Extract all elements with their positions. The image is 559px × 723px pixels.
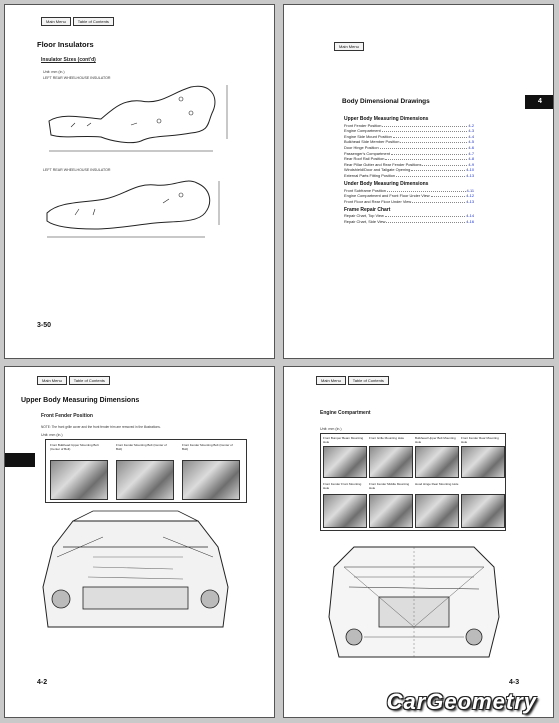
toc-item[interactable]: Door Hinge Position 4-6 <box>344 144 474 150</box>
insulator-b-drawing <box>35 173 235 243</box>
toc-item[interactable]: Rear Pillar Gutter and Rear Fender Positions 4-9 <box>344 161 474 167</box>
photo-hood-hinge-hole <box>415 494 459 528</box>
photo-caption: Front Fender Middle Mounting Hole <box>369 482 410 490</box>
photo-caption: Front Grille Mounting Hole <box>369 436 405 440</box>
section-subtitle: Front Fender Position <box>41 413 93 419</box>
photo-fender-rear-hole <box>461 446 505 478</box>
toc-item[interactable]: Rear Roof Rail Position 4-8 <box>344 156 474 162</box>
insulator-a-drawing <box>41 79 241 159</box>
toc-item[interactable]: Repair Chart, Side View 4-16 <box>344 218 474 224</box>
page-number: 4-2 <box>37 679 48 686</box>
section-tab[interactable] <box>5 453 35 467</box>
units-label: Unit: mm (in.) <box>320 427 342 431</box>
photo-grille-hole <box>369 446 413 478</box>
section-tab[interactable]: 4 <box>525 95 554 109</box>
photo-caption: Front Bumper Beam Mounting Hole <box>323 436 364 444</box>
watermark-logo: CarGeometry <box>386 689 537 714</box>
photo-fender-front-hole <box>323 494 367 528</box>
main-menu-button[interactable]: Main Menu <box>41 17 71 26</box>
engine-compartment-illustration <box>324 537 504 667</box>
manual-page-4-2 <box>4 366 275 718</box>
table-of-contents-button[interactable]: Table of Contents <box>69 376 110 385</box>
page-number: 4-3 <box>509 679 520 686</box>
main-menu-button[interactable]: Main Menu <box>316 376 346 385</box>
page-nav <box>334 42 364 51</box>
main-menu-button[interactable]: Main Menu <box>334 42 364 51</box>
photo-caption: Front Bulkhead Upper Mounting Bolt (Center of Bolt) <box>50 443 99 451</box>
table-of-contents-button[interactable]: Table of Contents <box>73 17 114 26</box>
toc-item[interactable]: Engine Side Mount Position 4-4 <box>344 133 474 139</box>
insulator-a-label: LEFT REAR WHEELHOUSE INSULATOR <box>43 76 111 80</box>
page-number: 3-50 <box>37 322 52 329</box>
toc-section-under-body: Under Body Measuring Dimensions <box>344 180 429 187</box>
photo-caption: Bulkhead Upper Bolt Mounting Hole <box>415 436 456 444</box>
page-title: Body Dimensional Drawings <box>342 98 430 105</box>
table-of-contents-button[interactable]: Table of Contents <box>348 376 389 385</box>
photo-fender-bolt-1 <box>116 460 174 500</box>
photo-caption: Front Fender Front Mounting Hole <box>323 482 362 490</box>
toc-section-upper-body: Upper Body Measuring Dimensions <box>344 116 429 122</box>
toc-item[interactable]: Front Subframe Position 4-11 <box>344 187 474 193</box>
section-subtitle: Insulator Sizes (cont'd) <box>41 57 96 63</box>
page-nav <box>37 376 110 385</box>
page-title: Floor Insulators <box>37 40 94 49</box>
table-of-contents <box>344 113 474 224</box>
car-front-illustration <box>33 507 238 637</box>
units-label: Unit: mm (in.) <box>41 433 63 437</box>
page-nav <box>316 376 389 385</box>
main-menu-button[interactable]: Main Menu <box>37 376 67 385</box>
page-title: Upper Body Measuring Dimensions <box>21 397 140 404</box>
toc-section-frame-repair: Frame Repair Chart <box>344 206 391 213</box>
photo-caption: Hood Hinge Rear Mounting Hole <box>415 482 459 486</box>
page-title: Engine Compartment <box>320 410 371 416</box>
photo-bumper-beam-hole <box>323 446 367 478</box>
photo-caption: Front Fender Rear Mounting Hole <box>461 436 499 444</box>
note-text: NOTE: The front grille cover and the front fender trim are removed in the illustrations. <box>41 425 161 429</box>
units-label: Unit: mm (in.) <box>43 70 65 74</box>
manual-page-4-3 <box>283 366 554 718</box>
photo-caption: Front Fender Mounting Bolt (Center of Bolt) <box>182 443 233 451</box>
toc-item[interactable]: External Parts Fitting Position 4-13 <box>344 172 474 178</box>
photo-fender-bolt-2 <box>182 460 240 500</box>
photo-caption: Front Fender Mounting Bolt (Center of Bolt) <box>116 443 167 451</box>
toc-item[interactable]: Bulkhead Side Member Position 4-5 <box>344 139 474 145</box>
toc-item[interactable]: Front Floor and Rear Floor Under View 4-13 <box>344 198 474 204</box>
page-nav <box>41 17 114 26</box>
manual-page-3-50 <box>4 4 275 359</box>
toc-item[interactable]: Windshield/Door and Tailgate Opening 4-10 <box>344 167 474 173</box>
photo-hood-hinge-hole-2 <box>461 494 505 528</box>
toc-item[interactable]: Repair Chart, Top View 4-14 <box>344 213 474 219</box>
insulator-b-label: LEFT REAR WHEELHOUSE INSULATOR <box>43 168 111 172</box>
photo-panel <box>45 439 247 503</box>
photo-panel <box>320 433 506 531</box>
toc-item[interactable]: Engine Compartment and Front Floor Under View 4-12 <box>344 193 474 199</box>
toc-item[interactable]: Front Fender Position 4-2 <box>344 122 474 128</box>
manual-page-section-4-index <box>283 4 554 359</box>
photo-fender-middle-hole <box>369 494 413 528</box>
toc-item[interactable]: Engine Compartment 4-3 <box>344 128 474 134</box>
toc-item[interactable]: Passenger's Compartment 4-7 <box>344 150 474 156</box>
photo-bulkhead-hole <box>415 446 459 478</box>
photo-bulkhead-bolt <box>50 460 108 500</box>
